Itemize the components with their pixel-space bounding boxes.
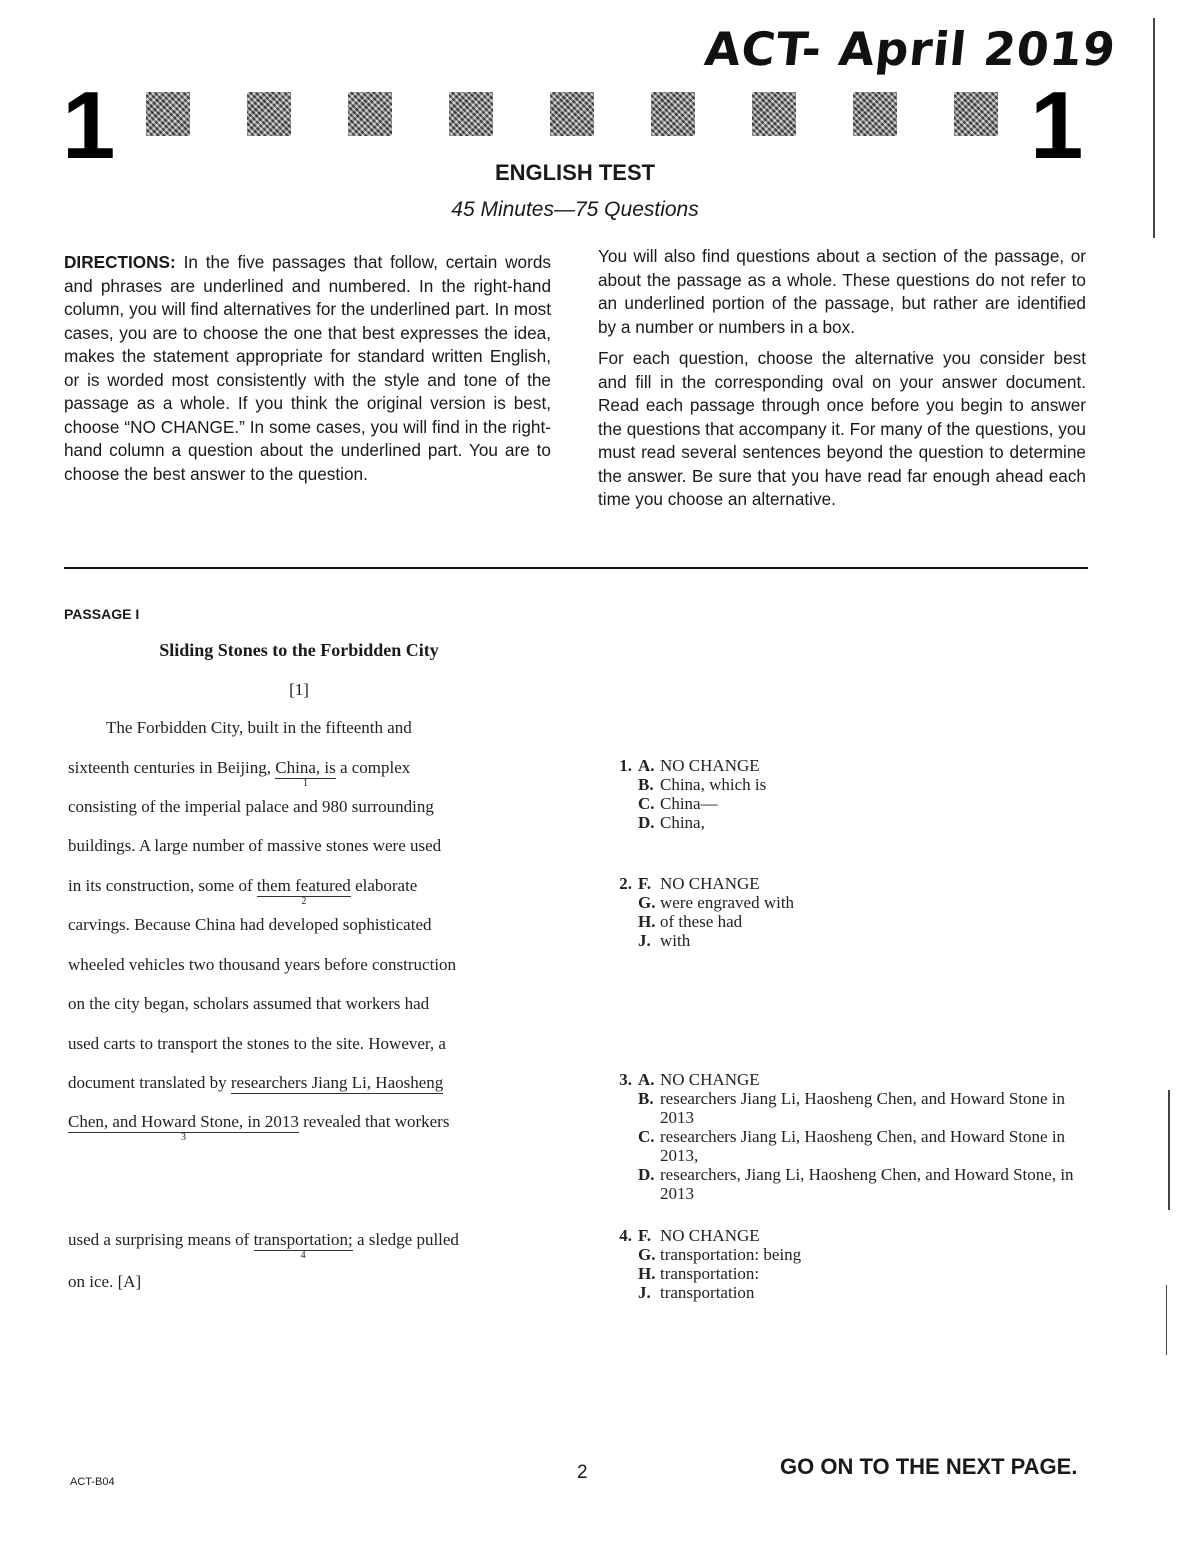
- next-page-instruction: GO ON TO THE NEXT PAGE.: [780, 1454, 1078, 1479]
- scan-marker: [550, 92, 594, 136]
- scan-marker: [853, 92, 897, 136]
- line-text: on the city began, scholars assumed that workers had: [68, 994, 430, 1013]
- underlined-portion: [231, 1073, 443, 1094]
- directions-right: [598, 245, 1086, 520]
- choice-text[interactable]: transportation:: [660, 1264, 760, 1283]
- choice-letter[interactable]: D.: [638, 813, 655, 832]
- directions-label: DIRECTIONS:: [64, 252, 176, 272]
- line-text: wheeled vehicles two thousand years before construction: [68, 955, 457, 974]
- question-4: [606, 1226, 1090, 1302]
- page-number: 2: [577, 1462, 588, 1483]
- choice-letter[interactable]: A.: [638, 1070, 655, 1089]
- choice-letter[interactable]: A.: [638, 756, 655, 775]
- choice-letter[interactable]: J.: [638, 931, 651, 950]
- line-text: carvings. Because China had developed sophisticated: [68, 915, 432, 934]
- line-text: a sledge pulled: [352, 1230, 459, 1249]
- choice-text[interactable]: researchers Jiang Li, Haosheng Chen, and Howard Stone in 2013,: [660, 1127, 1066, 1165]
- choice-letter[interactable]: H.: [638, 912, 656, 931]
- scan-marker: [348, 92, 392, 136]
- underlined-text: transportation;: [253, 1230, 353, 1249]
- question-number: 2.: [619, 874, 632, 893]
- line-text: on ice. [A]: [68, 1272, 142, 1291]
- underlined-text: them featured: [256, 876, 351, 895]
- underlined-text: Chen, and Howard Stone, in 2013: [68, 1112, 299, 1131]
- underlined-text: China, is: [275, 758, 336, 777]
- section-divider: [64, 567, 1088, 569]
- scan-edge-mark: [1168, 1090, 1170, 1210]
- line-text: The Forbidden City, built in the fifteenth and: [106, 718, 412, 737]
- passage-line: [68, 1272, 141, 1292]
- choice-letter[interactable]: D.: [638, 1165, 655, 1184]
- form-code: ACT-B04: [70, 1476, 115, 1488]
- directions-paragraph: You will also find questions about a section of the passage, or about the passage as a whole. These questions do not refer to an underlined portion of the passage, but rather are identified by a number or numbers in a box.: [598, 246, 1086, 337]
- underlined-portion: [256, 876, 351, 907]
- underlined-portion: [68, 1112, 299, 1143]
- question-3: [606, 1070, 1090, 1203]
- passage-line: [68, 1034, 446, 1054]
- question-2: [606, 874, 1090, 950]
- passage-line: [68, 915, 432, 935]
- line-text: sixteenth centuries in Beijing,: [68, 758, 276, 777]
- question-marker: 4: [300, 1250, 306, 1261]
- passage-line: [106, 718, 412, 738]
- line-text: revealed that workers: [298, 1112, 450, 1131]
- choice-text[interactable]: researchers, Jiang Li, Haosheng Chen, and Howard Stone, in 2013: [660, 1165, 1074, 1203]
- scan-marker: [752, 92, 796, 136]
- passage-line: [68, 836, 441, 856]
- line-text: used carts to transport the stones to the site. However, a: [68, 1034, 446, 1053]
- choice-letter[interactable]: C.: [638, 794, 655, 813]
- question-marker: 1: [302, 778, 308, 789]
- scan-marker: [449, 92, 493, 136]
- passage-line: [68, 955, 456, 975]
- scan-marker: [146, 92, 190, 136]
- question-number: 1.: [619, 756, 632, 775]
- test-title: ENGLISH TEST: [494, 160, 656, 185]
- scan-edge-mark: [1153, 18, 1155, 238]
- question-marker: 3: [180, 1132, 186, 1143]
- choice-text[interactable]: of these had: [660, 912, 743, 931]
- passage-title: Sliding Stones to the Forbidden City: [159, 640, 439, 660]
- choice-letter[interactable]: H.: [638, 1264, 656, 1283]
- choice-letter[interactable]: C.: [638, 1127, 655, 1146]
- question-number: 4.: [619, 1226, 632, 1245]
- passage-line: [68, 758, 411, 789]
- passage-label: PASSAGE I: [64, 606, 140, 622]
- choice-letter[interactable]: J.: [638, 1283, 651, 1302]
- scan-marker: [651, 92, 695, 136]
- passage-line: [68, 994, 429, 1014]
- choice-letter[interactable]: B.: [638, 1089, 654, 1108]
- line-text: used a surprising means of: [68, 1230, 254, 1249]
- choice-text[interactable]: NO CHANGE: [660, 1226, 760, 1245]
- question-marker: 2: [301, 896, 307, 907]
- underlined-portion: [253, 1230, 353, 1261]
- line-text: buildings. A large number of massive stones were used: [68, 836, 442, 855]
- handwritten-note: ACT- April 2019: [702, 22, 1119, 76]
- underlined-text: researchers Jiang Li, Haosheng: [230, 1073, 444, 1092]
- directions-paragraph: For each question, choose the alternative you consider best and fill in the corresponding oval on your answer document. Read each passage through once before you begin to answer the questions that accompany it. For many of the questions, you must read several sentences beyond the question to determine the answer. Be sure that you have read far enough ahead each time you choose an alternative.: [598, 348, 1086, 509]
- section-number-right: 1: [1030, 72, 1084, 179]
- line-text: document translated by: [68, 1073, 231, 1092]
- question-1: [606, 756, 1090, 832]
- choice-text[interactable]: with: [660, 931, 691, 950]
- choice-text[interactable]: China,: [660, 813, 705, 832]
- choice-letter[interactable]: F.: [638, 874, 652, 893]
- passage-line: [68, 1112, 450, 1143]
- passage-line: [68, 1073, 443, 1094]
- scan-edge-mark: [1166, 1285, 1167, 1355]
- section-number-left: 1: [62, 72, 116, 179]
- scan-marker: [954, 92, 998, 136]
- line-text: a complex: [335, 758, 411, 777]
- directions-left: [64, 251, 551, 486]
- passage-line: [68, 876, 418, 907]
- line-text: consisting of the imperial palace and 980 surrounding: [68, 797, 434, 816]
- scan-marker: [247, 92, 291, 136]
- choice-letter[interactable]: F.: [638, 1226, 652, 1245]
- choice-text[interactable]: NO CHANGE: [660, 1070, 760, 1089]
- question-number: 3.: [619, 1070, 632, 1089]
- choice-text[interactable]: were engraved with: [660, 893, 795, 912]
- choice-letter[interactable]: G.: [638, 1245, 656, 1264]
- line-text: in its construction, some of: [68, 876, 257, 895]
- choice-letter[interactable]: G.: [638, 893, 656, 912]
- passage-line: [68, 1230, 459, 1261]
- choice-text[interactable]: NO CHANGE: [660, 874, 760, 893]
- line-text: elaborate: [350, 876, 418, 895]
- passage-line: [68, 797, 434, 817]
- choice-text[interactable]: China—: [660, 794, 718, 813]
- choice-text[interactable]: researchers Jiang Li, Haosheng Chen, and Howard Stone in 2013: [660, 1089, 1066, 1127]
- choice-text[interactable]: China, which is: [660, 775, 767, 794]
- test-subtitle: 45 Minutes—75 Questions: [451, 198, 699, 221]
- directions-text: In the five passages that follow, certain words and phrases are underlined and numbered. In the right-hand column, you will find alternatives for the underlined part. In most cases, you are to choose the one that best expresses the idea, makes the statement appropriate for standard written English, or is worded most consistently with the style and tone of the passage as a whole. If you think the original version is best, choose “NO CHANGE.” In some cases, you will find in the right-hand column a question about the underlined part. You are to choose the best answer to the question.: [64, 252, 551, 484]
- paragraph-number: [1]: [289, 680, 309, 699]
- choice-text[interactable]: NO CHANGE: [660, 756, 760, 775]
- choice-letter[interactable]: B.: [638, 775, 654, 794]
- underlined-portion: [275, 758, 336, 789]
- choice-text[interactable]: transportation: [660, 1283, 755, 1302]
- choice-text[interactable]: transportation: being: [660, 1245, 802, 1264]
